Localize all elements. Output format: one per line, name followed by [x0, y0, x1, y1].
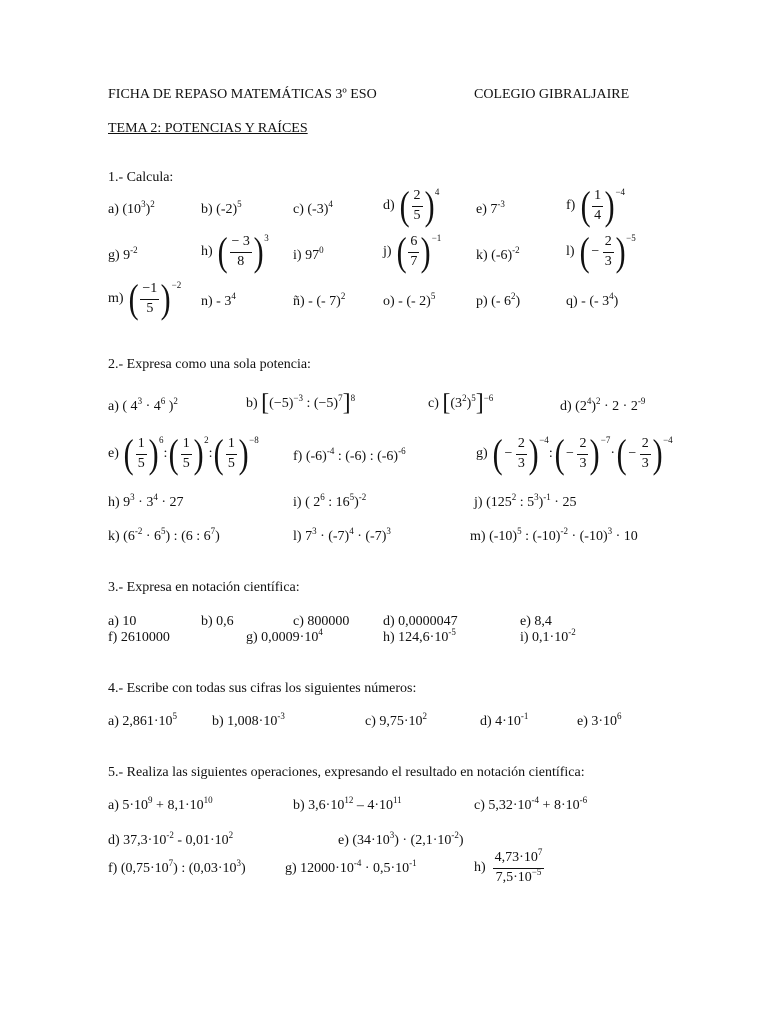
ex2-a: a) ( $4^3 \cdot 4^6$ )$^2$	[108, 396, 178, 414]
ex1-d: d) ( $\frac{2}{5}$ ) 4	[383, 183, 440, 228]
ex5-f: f) $(0,75\cdot 10^7)$ : $(0,03\cdot 10^3)$	[108, 858, 246, 876]
ex3-d: d) 0,0000047	[383, 614, 458, 629]
ex1-l: l) ( − $\frac{2}{3}$ ) −5	[566, 229, 636, 274]
document-title: FICHA DE REPASO MATEMÁTICAS 3º ESO	[108, 87, 377, 102]
ex5-d: d) $37,3\cdot 10^{-2} - 0,01\cdot 10^2$	[108, 830, 234, 848]
ex4-e: e) $3\cdot 10^6$	[577, 711, 622, 729]
ex1-h: h) ( $\frac{- 3}{8}$ ) 3	[201, 229, 269, 274]
ex5-b: b) $3,6\cdot 10^{12} - 4\cdot 10^{11}$	[293, 795, 402, 813]
exercise-4-title: 4.- Escribe con todas sus cifras los siguientes números:	[108, 681, 417, 696]
ex1-k: k) $(-6)^{-2}$	[476, 245, 520, 263]
ex3-f: f) 2610000	[108, 630, 170, 645]
ex2-l: l) $7^3 \cdot (-7)^4 \cdot (-7)^3$	[293, 526, 391, 544]
exercise-1-title: 1.- Calcula:	[108, 170, 174, 185]
ex2-k: k) $(6^{-2} \cdot 6^5)$ : (6 : $6^7$)	[108, 526, 220, 544]
school-name: COLEGIO GIBRALJAIRE	[474, 87, 630, 102]
ex3-c: c) 800000	[293, 614, 350, 629]
ex2-g: g) ( − $\frac{2}{3}$ ) −4 : ( − $\frac{2}{3}$ ) −7 · ( − $\frac{2}{3}$ ) −4	[476, 431, 673, 476]
ex1-b: b) $(-2)^5$	[201, 199, 242, 217]
ex2-f: f) $(-6)^{-4}$ : (-6) : $(-6)^{-6}$	[293, 446, 406, 464]
ex2-b: b) [$(-5)^{-3}$ : $(-5)^7]^8$	[246, 390, 356, 416]
ex4-a: a) $2,861\cdot 10^5$	[108, 711, 178, 729]
ex1-i: i) $97^0$	[293, 245, 324, 263]
ex5-g: g) $12000\cdot 10^{-4} \cdot 0,5\cdot 10^{-1}$	[285, 858, 417, 876]
ex3-i: i) $0,1\cdot 10^{-2}$	[520, 627, 576, 645]
ex1-a: a) $(10^3)^2$	[108, 199, 155, 217]
ex3-h: h) $124,6\cdot 10^{-5}$	[383, 627, 456, 645]
ex4-c: c) $9,75\cdot 10^2$	[365, 711, 428, 729]
ex3-e: e) 8,4	[520, 614, 552, 629]
ex2-h: h) $9^3 \cdot 3^4 \cdot 27$	[108, 492, 184, 510]
ex2-i: i) ( $2^6$ : $16^5)^{-2}$	[293, 492, 367, 510]
ex2-j: j) ($125^2$ : $5^3)^{-1} \cdot 25$	[474, 492, 577, 510]
topic-heading: TEMA 2: POTENCIAS Y RAÍCES	[108, 121, 308, 136]
ex1-n: $n) - 3^4$	[201, 291, 236, 309]
exercise-2-title: 2.- Expresa como una sola potencia:	[108, 357, 311, 372]
ex3-g: g) $0,0009\cdot 10^4$	[246, 627, 323, 645]
ex3-a: a) 10	[108, 614, 137, 629]
ex4-d: d) $4\cdot 10^{-1}$	[480, 711, 529, 729]
ex1-f: f) ( $\frac{1}{4}$ ) −4	[566, 183, 626, 228]
ex2-c: c) $[(3^2)^5]^{-6}$	[428, 390, 494, 416]
ex1-q: q) - (- $3^4$)	[566, 291, 619, 309]
ex4-b: b) $1,008\cdot 10^{-3}$	[212, 711, 285, 729]
ex1-g: g) $9^{-2}$	[108, 245, 138, 263]
ex2-d: d) $(2^4)^2 \cdot 2 \cdot 2^{-9}$	[560, 396, 646, 414]
ex1-ntilde: ñ) - (- 7)$^2$	[293, 291, 346, 309]
ex1-m: m) ( $\frac{-1}{5}$ ) −2	[108, 276, 182, 321]
ex1-p: p) (- $6^2$)	[476, 291, 521, 309]
ex2-e: e) ( $\frac{1}{5}$ ) 6 : ( $\frac{1}{5}$ ) 2 : ( $\frac{1}{5}$ ) −8	[108, 431, 259, 476]
ex5-e: e) $(34\cdot 10^3) \cdot (2,1\cdot 10^{-2})$	[338, 830, 464, 848]
exercise-5-title: 5.- Realiza las siguientes operaciones, expresando el resultado en notación científica:	[108, 765, 585, 780]
ex5-a: a) $5\cdot 10^9 + 8,1\cdot 10^{10}$	[108, 795, 213, 813]
ex3-b: b) 0,6	[201, 614, 234, 629]
ex2-m: m) $(-10)^5$ : $(-10)^{-2} \cdot (-10)^3 \cdot 10$	[470, 526, 638, 544]
ex1-j: j) ( $\frac{6}{7}$ ) −1	[383, 229, 442, 274]
exercise-3-title: 3.- Expresa en notación científica:	[108, 580, 300, 595]
ex1-o: o) - (- 2)$^5$	[383, 291, 436, 309]
ex1-e: e) $7^{-3}$	[476, 199, 505, 217]
ex5-h: h) $\frac{4,73\cdot 10^7}{7,5\cdot 10^{-5}}$	[474, 847, 543, 885]
ex1-c: c) $(-3)^4$	[293, 199, 333, 217]
ex5-c: c) $5,32\cdot 10^{-4} + 8\cdot 10^{-6}$	[474, 795, 588, 813]
